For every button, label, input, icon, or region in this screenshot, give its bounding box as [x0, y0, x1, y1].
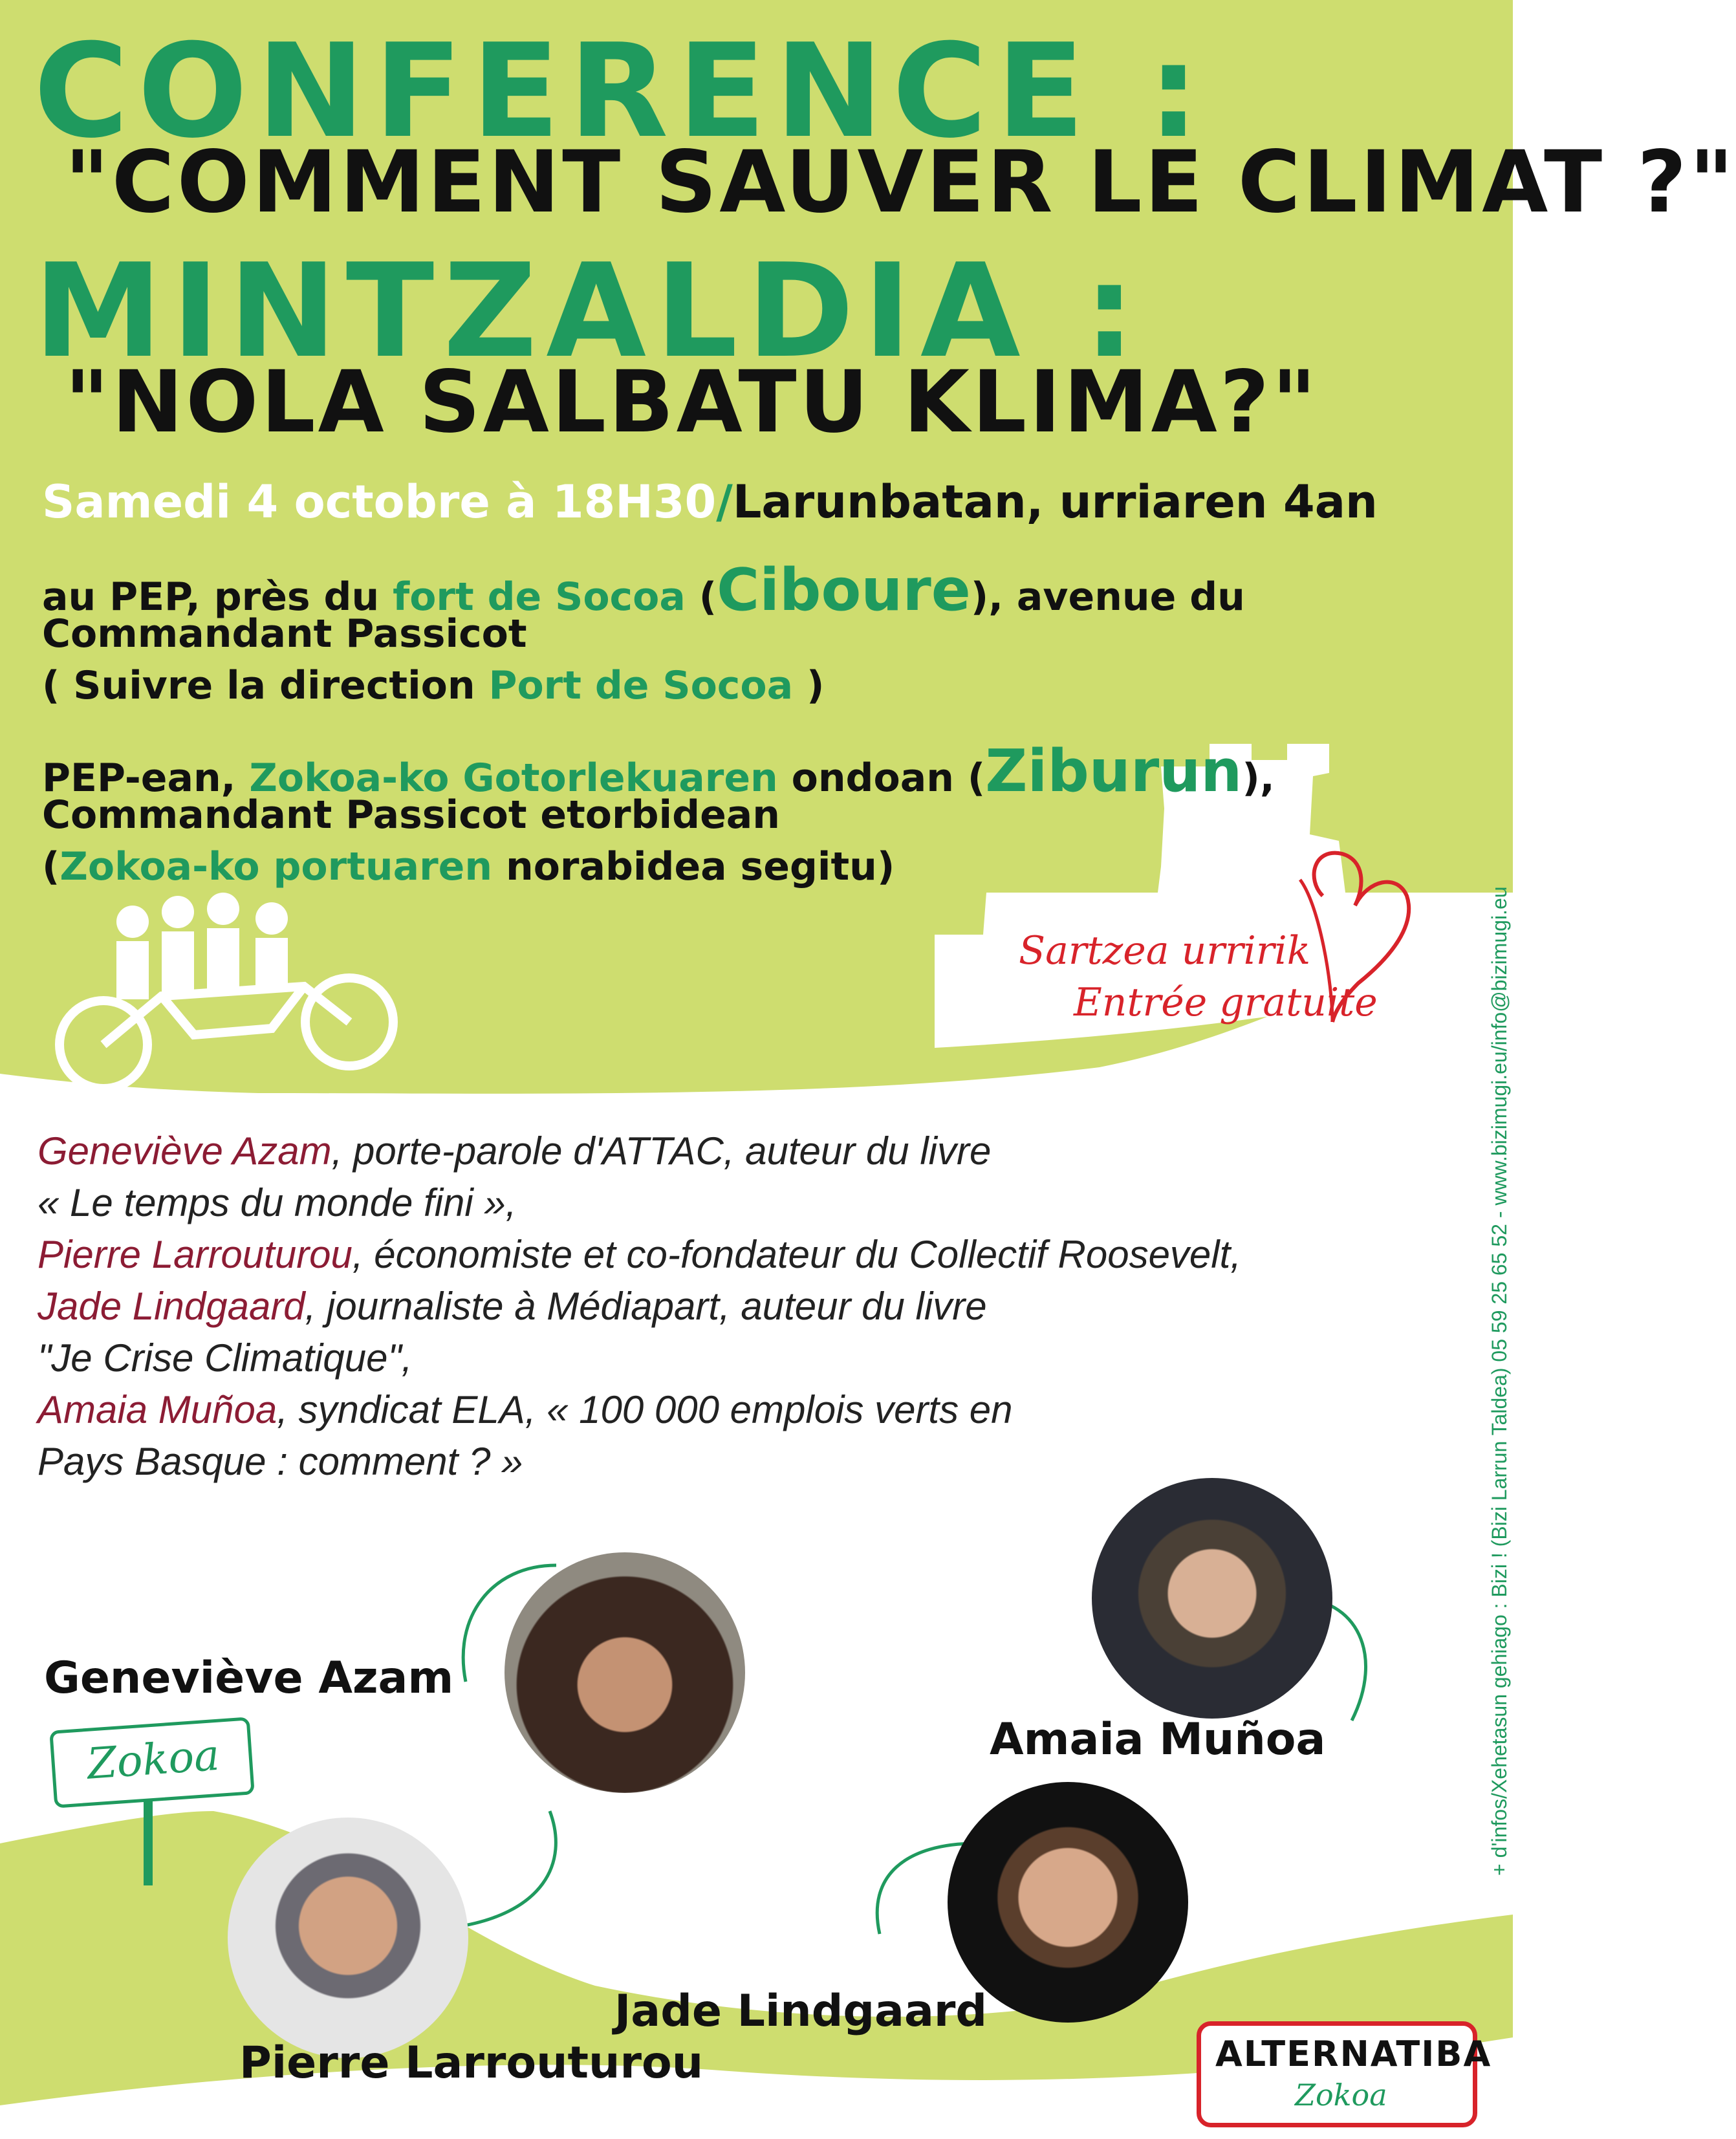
alternatiba-logo-sub: Zokoa	[1295, 2078, 1387, 2112]
date-eu: Larunbatan, urriaren 4an	[732, 475, 1378, 528]
venue-fr-direction: ( Suivre la direction	[42, 663, 489, 708]
venue-fr-text: au PEP, près du	[42, 574, 393, 620]
larrouturou-photo	[228, 1818, 468, 2058]
venue-fr-close: )	[793, 663, 825, 708]
date-separator: /	[716, 475, 733, 528]
side-contact-info: + d'infos/Xehetasun gehiago : Bizi ! (Bizi Larrun Taldea) 05 59 25 65 52 - www.bizimugi.eu/info@bizimugi.eu	[1488, 886, 1511, 1876]
munoa-label: Amaia Muñoa	[990, 1714, 1326, 1765]
venue-fr-fort: fort de Socoa	[393, 574, 686, 620]
speaker-2-desc: , économiste et co-fondateur du Collectif Roosevelt,	[352, 1233, 1241, 1276]
speaker-3	[38, 1281, 1241, 1332]
larrouturou-arrow-doodle-icon	[453, 1811, 556, 1927]
venue-fr-paren: (	[685, 574, 717, 620]
speaker-4	[38, 1384, 1241, 1436]
speaker-4-desc2: Pays Basque : comment ? »	[38, 1440, 523, 1483]
venue-fr-line2: Commandant Passicot	[42, 611, 527, 657]
zokoa-sign-text: Zokoa	[85, 1730, 221, 1789]
speaker-2-name: Pierre Larrouturou	[38, 1233, 353, 1276]
venue-fr-town: Ciboure	[717, 556, 971, 624]
speakers-list	[38, 1125, 1241, 1488]
venue-eu-close: ),	[1242, 755, 1275, 801]
larrouturou-label: Pierre Larrouturou	[239, 2037, 704, 2089]
venue-eu-ondoan: ondoan (	[777, 755, 986, 801]
venue-eu-fort: Zokoa-ko Gotorlekuaren	[249, 755, 778, 801]
speaker-1-desc: , porte-parole d'ATTAC, auteur du livre	[331, 1129, 992, 1173]
entry-fr: Entrée gratuite	[1074, 980, 1378, 1025]
conference-question-fr: "COMMENT SAUVER LE CLIMAT ?"	[65, 133, 1736, 232]
lindgaard-label: Jade Lindgaard	[614, 1986, 988, 2037]
venue-eu-line3	[42, 844, 895, 889]
venue-eu-port: Zokoa-ko portuaren	[60, 844, 493, 889]
venue-eu-line2: Commandant Passicot etorbidean	[42, 792, 780, 838]
speaker-1-name: Geneviève Azam	[38, 1129, 332, 1173]
date-line	[42, 475, 1378, 528]
date-fr: Samedi 4 octobre à 18H30	[42, 475, 717, 528]
speaker-4-desc: , syndicat ELA, « 100 000 emplois verts en	[277, 1388, 1013, 1431]
venue-eu-direction: norabidea segitu)	[492, 844, 895, 889]
zokoa-sign	[49, 1717, 255, 1808]
speaker-2	[38, 1229, 1241, 1281]
speaker-3-desc: , journaliste à Médiapart, auteur du livre	[305, 1285, 987, 1328]
mintzaldia-heading: MINTZALDIA :	[34, 236, 1145, 387]
speaker-1	[38, 1125, 1241, 1177]
entry-eu: Sartzea urririk	[1019, 928, 1311, 973]
sign-pole	[144, 1795, 153, 1885]
speaker-3-name: Jade Lindgaard	[38, 1285, 305, 1328]
venue-fr-avenue: ), avenue du	[970, 574, 1245, 620]
munoa-photo	[1092, 1478, 1332, 1719]
venue-eu-town: Ziburun	[985, 737, 1242, 805]
speaker-1-book: « Le temps du monde fini »,	[38, 1181, 517, 1224]
azam-photo	[505, 1552, 745, 1793]
conference-question-eu: "NOLA SALBATU KLIMA?"	[65, 353, 1319, 452]
alternatiba-logo	[1197, 2021, 1492, 2127]
venue-eu-open: (	[42, 844, 60, 889]
venue-eu-text: PEP-ean,	[42, 755, 250, 801]
venue-fr-line3	[42, 663, 824, 708]
conference-heading: CONFERENCE :	[34, 16, 1209, 167]
venue-fr-port: Port de Socoa	[488, 663, 794, 708]
speaker-3-book: "Je Crise Climatique",	[38, 1336, 413, 1380]
alternatiba-logo-title: ALTERNATIBA	[1215, 2034, 1492, 2074]
azam-label: Geneviève Azam	[44, 1653, 454, 1704]
speaker-4-name: Amaia Muñoa	[38, 1388, 277, 1431]
